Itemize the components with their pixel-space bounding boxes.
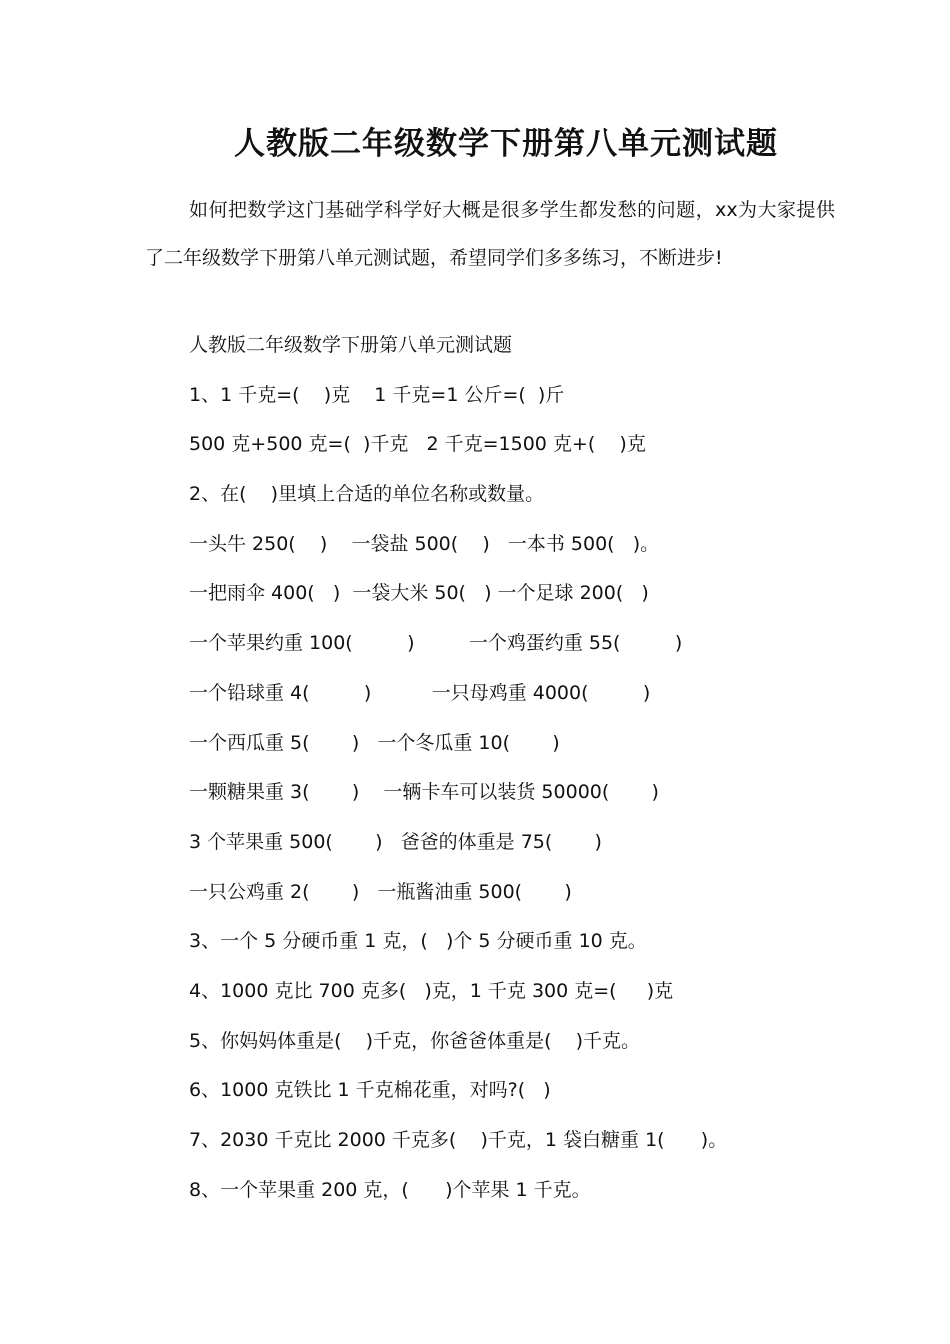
question-line: 4、1000 克比 700 克多( )克，1 千克 300 克=( )克: [189, 979, 674, 1002]
question-line: 一个西瓜重 5( ) 一个冬瓜重 10( ): [189, 731, 560, 754]
question-line: 500 克+500 克=( )千克 2 千克=1500 克+( )克: [189, 433, 646, 456]
question-list: [189, 326, 849, 1220]
document-title: 人教版二年级数学下册第八单元测试题: [234, 126, 778, 162]
question-line: 一个铅球重 4( ) 一只母鸡重 4000( ): [189, 681, 651, 704]
question-line: 3、一个 5 分硬币重 1 克，( )个 5 分硬币重 10 克。: [189, 930, 647, 953]
question-line: 一颗糖果重 3( ) 一辆卡车可以装货 50000( ): [189, 781, 659, 804]
question-line: 6、1000 克铁比 1 千克棉花重，对吗?( ): [189, 1079, 551, 1102]
question-line: 一把雨伞 400( ) 一袋大米 50( ) 一个足球 200( ): [189, 582, 649, 605]
question-line: 一头牛 250( ) 一袋盐 500( ) 一本书 500( )。: [189, 532, 660, 555]
question-line: 1、1 千克=( )克 1 千克=1 公斤=( )斤: [189, 383, 565, 406]
intro-paragraph: 如何把数学这门基础学科学好大概是很多学生都发愁的问题，xx为大家提供了二年级数学下册第八单元测试题，希望同学们多多练习，不断进步!: [145, 199, 835, 269]
question-line: 一个苹果约重 100( ) 一个鸡蛋约重 55( ): [189, 632, 683, 655]
question-line: 一只公鸡重 2( ) 一瓶酱油重 500( ): [189, 880, 572, 903]
question-line: 3 个苹果重 500( ) 爸爸的体重是 75( ): [189, 830, 602, 853]
question-line: 5、你妈妈体重是( )千克，你爸爸体重是( )千克。: [189, 1029, 641, 1052]
question-line: 2、在( )里填上合适的单位名称或数量。: [189, 483, 545, 506]
question-line: 7、2030 千克比 2000 千克多( )千克，1 袋白糖重 1( )。: [189, 1129, 728, 1151]
question-line: 8、一个苹果重 200 克，( )个苹果 1 千克。: [189, 1178, 591, 1201]
section-heading: 人教版二年级数学下册第八单元测试题: [189, 334, 513, 356]
